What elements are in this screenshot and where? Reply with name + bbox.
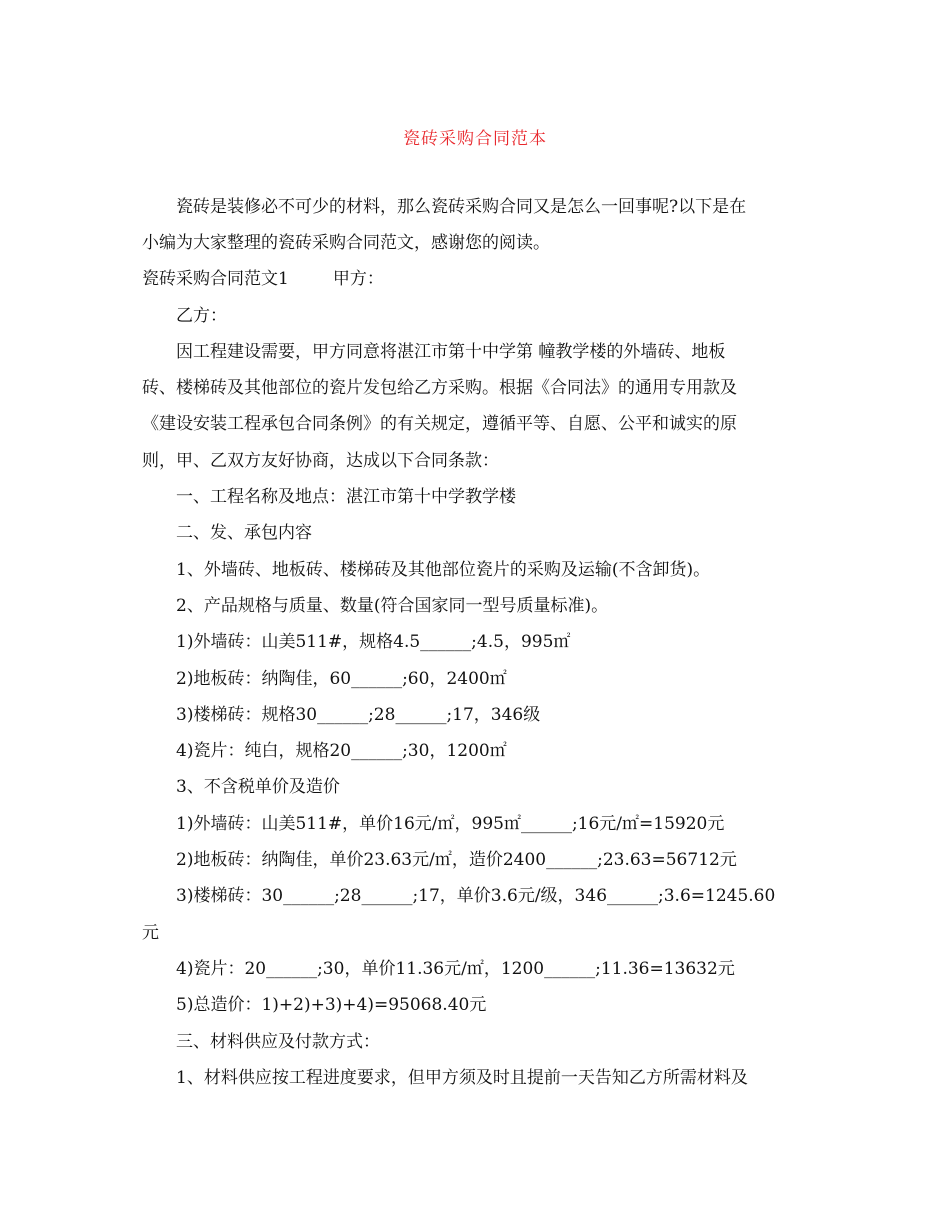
paragraph-line: 三、材料供应及付款方式：: [176, 1032, 380, 1052]
paragraph-line: 砖、楼梯砖及其他部位的瓷片发包给乙方采购。根据《合同法》的通用专用款及: [142, 378, 737, 398]
document-title: 瓷砖采购合同范本: [403, 129, 547, 149]
paragraph-line: 一、工程名称及地点：湛江市第十中学教学楼: [176, 487, 516, 507]
paragraph-line: 1、材料供应按工程进度要求，但甲方须及时且提前一天告知乙方所需材料及: [176, 1068, 748, 1088]
paragraph-line: 二、发、承包内容: [176, 523, 312, 543]
paragraph-line: 1)外墙砖：山美511#，单价16元/㎡，995㎡______;16元/㎡=15920元: [176, 814, 725, 834]
paragraph-line: 3)楼梯砖：规格30______;28______;17，346级: [176, 705, 541, 725]
section-heading-line: [142, 268, 384, 290]
paragraph-line: 3、不含税单价及造价: [176, 777, 340, 797]
paragraph-line: 1)外墙砖：山美511#，规格4.5______;4.5，995㎡: [176, 632, 571, 652]
paragraph-line: 4)瓷片：20______;30，单价11.36元/㎡，1200______;11.36=13632元: [176, 959, 735, 979]
paragraph-line: 小编为大家整理的瓷砖采购合同范文，感谢您的阅读。: [142, 233, 550, 253]
paragraph-line: 4)瓷片：纯白，规格20______;30，1200㎡: [176, 741, 507, 761]
paragraph-line: 因工程建设需要，甲方同意将湛江市第十中学第 幢教学楼的外墙砖、地板: [176, 342, 726, 362]
party-b-label: 乙方：: [176, 306, 227, 326]
paragraph-line: 元: [142, 923, 159, 943]
paragraph-line: 瓷砖是装修必不可少的材料，那么瓷砖采购合同又是怎么一回事呢?以下是在: [176, 197, 747, 217]
paragraph-line: 则，甲、乙双方友好协商，达成以下合同条款：: [142, 451, 499, 471]
paragraph-line: 《建设安装工程承包合同条例》的有关规定，遵循平等、自愿、公平和诚实的原: [142, 414, 737, 434]
paragraph-line: 1、外墙砖、地板砖、楼梯砖及其他部位瓷片的采购及运输(不含卸货)。: [176, 560, 711, 580]
paragraph-line: 2)地板砖：纳陶佳，单价23.63元/㎡，造价2400______;23.63=56712元: [176, 850, 737, 870]
paragraph-line: 2)地板砖：纳陶佳，60______;60，2400㎡: [176, 669, 507, 689]
section-heading: 瓷砖采购合同范文1: [142, 269, 289, 289]
paragraph-line: 5)总造价：1)+2)+3)+4)=95068.40元: [176, 995, 487, 1015]
paragraph-line: 2、产品规格与质量、数量(符合国家同一型号质量标准)。: [176, 596, 609, 616]
paragraph-line: 3)楼梯砖：30______;28______;17，单价3.6元/级，346______;3.6=1245.60: [176, 886, 776, 906]
party-a-label: 甲方：: [332, 269, 384, 289]
